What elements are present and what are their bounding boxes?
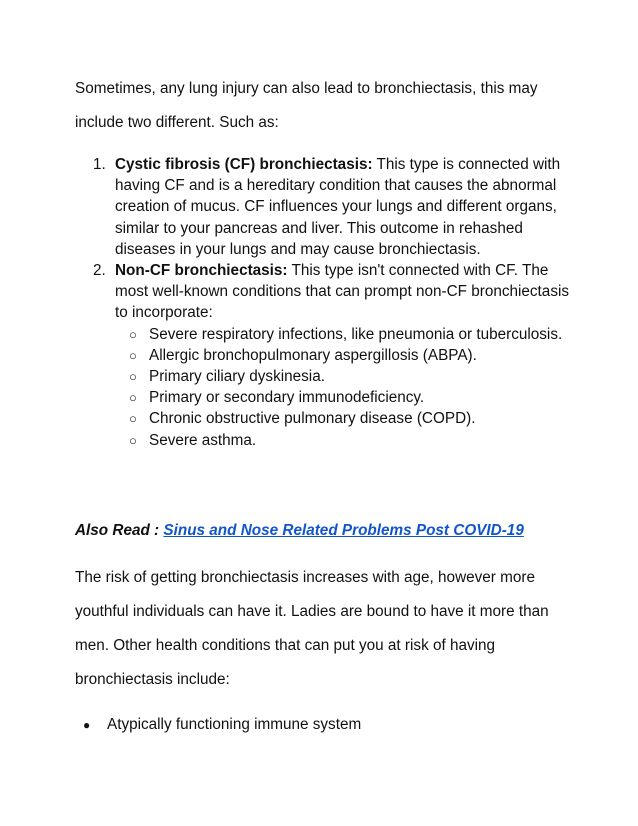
list-item-text: This type is connected with having CF and is a hereditary condition that causes the abnormal creation of mucus. CF influences your lungs and different organs, similar to your pancreas and liver. This outcome in rehashed diseases in your lungs and may cause bronchiectasis. [115, 156, 561, 258]
list-item-cf [93, 154, 578, 260]
list-item-title: Cystic fibrosis (CF) bronchiectasis: [115, 156, 373, 173]
bronchiectasis-types-list [75, 154, 578, 451]
also-read-link[interactable]: Sinus and Nose Related Problems Post COVID-19 [163, 521, 524, 539]
non-cf-conditions-list [115, 324, 578, 451]
list-item [129, 345, 578, 366]
list-item-text: Severe asthma. [149, 431, 257, 449]
list-item [83, 713, 578, 737]
list-item-text: Primary or secondary immunodeficiency. [149, 389, 425, 407]
risk-factors-list [75, 713, 578, 737]
list-item [129, 387, 578, 408]
list-item-title: Non-CF bronchiectasis: [115, 262, 288, 280]
filled-bullet-icon: ● [83, 717, 91, 732]
hollow-bullet-icon: ○ [129, 432, 137, 448]
list-item [129, 324, 578, 345]
hollow-bullet-icon: ○ [129, 390, 137, 406]
list-item-non-cf [93, 260, 578, 451]
also-read-line [75, 519, 578, 543]
list-item-text: Primary ciliary dyskinesia. [149, 368, 325, 386]
hollow-bullet-icon: ○ [129, 326, 137, 342]
hollow-bullet-icon: ○ [129, 369, 137, 385]
list-item [129, 430, 578, 451]
list-number: 1. [93, 156, 106, 173]
hollow-bullet-icon: ○ [129, 347, 137, 363]
list-item-text: Chronic obstructive pulmonary disease (COPD). [149, 410, 476, 428]
also-read-label: Also Read : [75, 521, 164, 539]
list-item-text: This type isn't connected with CF. The most well-known conditions that can prompt non-CF bronchiectasis to incorporate: [115, 262, 570, 322]
risk-paragraph: The risk of getting bronchiectasis increases with age, however more youthful individuals can have it. Ladies are bound to have it more than men. Other health conditions that can put you at risk of having bronchiectasis include: [75, 568, 549, 688]
list-item [129, 408, 578, 429]
hollow-bullet-icon: ○ [129, 411, 137, 427]
list-item-text: Atypically functioning immune system [107, 715, 362, 733]
list-number: 2. [93, 262, 106, 280]
intro-paragraph: Sometimes, any lung injury can also lead to bronchiectasis, this may include two different. Such as: [75, 80, 538, 131]
list-item-text: Severe respiratory infections, like pneumonia or tuberculosis. [149, 325, 563, 343]
list-item-text: Allergic bronchopulmonary aspergillosis (ABPA). [149, 346, 477, 364]
list-item [129, 366, 578, 387]
